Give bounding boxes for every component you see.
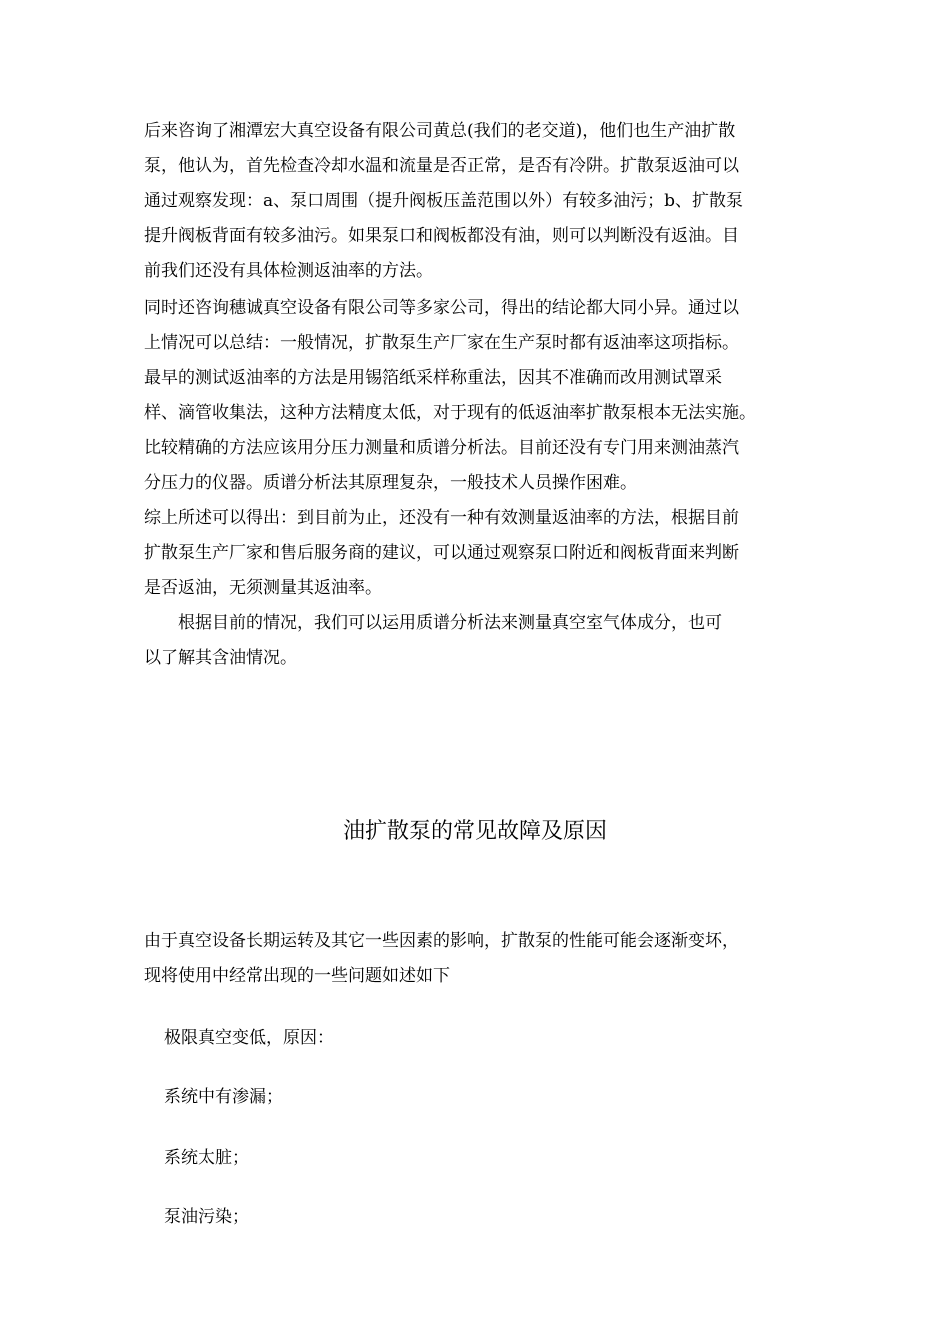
text-line: 以了解其含油情况。	[144, 648, 297, 668]
list-item: 系统中有渗漏；	[164, 1087, 283, 1107]
list-item: 泵油污染；	[164, 1207, 249, 1227]
text-line: 上情况可以总结：一般情况，扩散泵生产厂家在生产泵时都有返油率这项指标。	[144, 333, 739, 353]
text-line: 同时还咨询穗诚真空设备有限公司等多家公司，得出的结论都大同小异。通过以	[144, 298, 739, 318]
text-line: 前我们还没有具体检测返油率的方法。	[144, 261, 433, 281]
text-line: 通过观察发现：a、泵口周围（提升阀板压盖范围以外）有较多油污；b、扩散泵	[144, 191, 744, 211]
list-item: 极限真空变低，原因：	[164, 1028, 334, 1048]
text-line: 提升阀板背面有较多油污。如果泵口和阀板都没有油，则可以判断没有返油。目	[144, 226, 739, 246]
text-line: 分压力的仪器。质谱分析法其原理复杂，一般技术人员操作困难。	[144, 473, 637, 493]
text-line: 由于真空设备长期运转及其它一些因素的影响，扩散泵的性能可能会逐渐变坏，	[144, 931, 739, 951]
text-line: 根据目前的情况，我们可以运用质谱分析法来测量真空室气体成分，也可	[144, 613, 722, 633]
section-heading: 油扩散泵的常见故障及原因	[342, 819, 607, 844]
text-line: 最早的测试返油率的方法是用锡箔纸采样称重法，因其不准确而改用测试罩采	[144, 368, 722, 388]
list-item: 系统太脏；	[164, 1148, 249, 1168]
text-line: 综上所述可以得出：到目前为止，还没有一种有效测量返油率的方法，根据目前	[144, 508, 739, 528]
text-line: 现将使用中经常出现的一些问题如述如下	[144, 966, 450, 986]
text-line: 比较精确的方法应该用分压力测量和质谱分析法。目前还没有专门用来测油蒸汽	[144, 438, 739, 458]
text-line: 是否返油，无须测量其返油率。	[144, 578, 382, 598]
text-line: 样、滴管收集法，这种方法精度太低，对于现有的低返油率扩散泵根本无法实施。	[144, 403, 756, 423]
text-line: 扩散泵生产厂家和售后服务商的建议，可以通过观察泵口附近和阀板背面来判断	[144, 543, 739, 563]
text-line: 后来咨询了湘潭宏大真空设备有限公司黄总(我们的老交道)，他们也生产油扩散	[144, 121, 736, 141]
text-line: 泵，他认为，首先检查冷却水温和流量是否正常，是否有冷阱。扩散泵返油可以	[144, 156, 739, 176]
